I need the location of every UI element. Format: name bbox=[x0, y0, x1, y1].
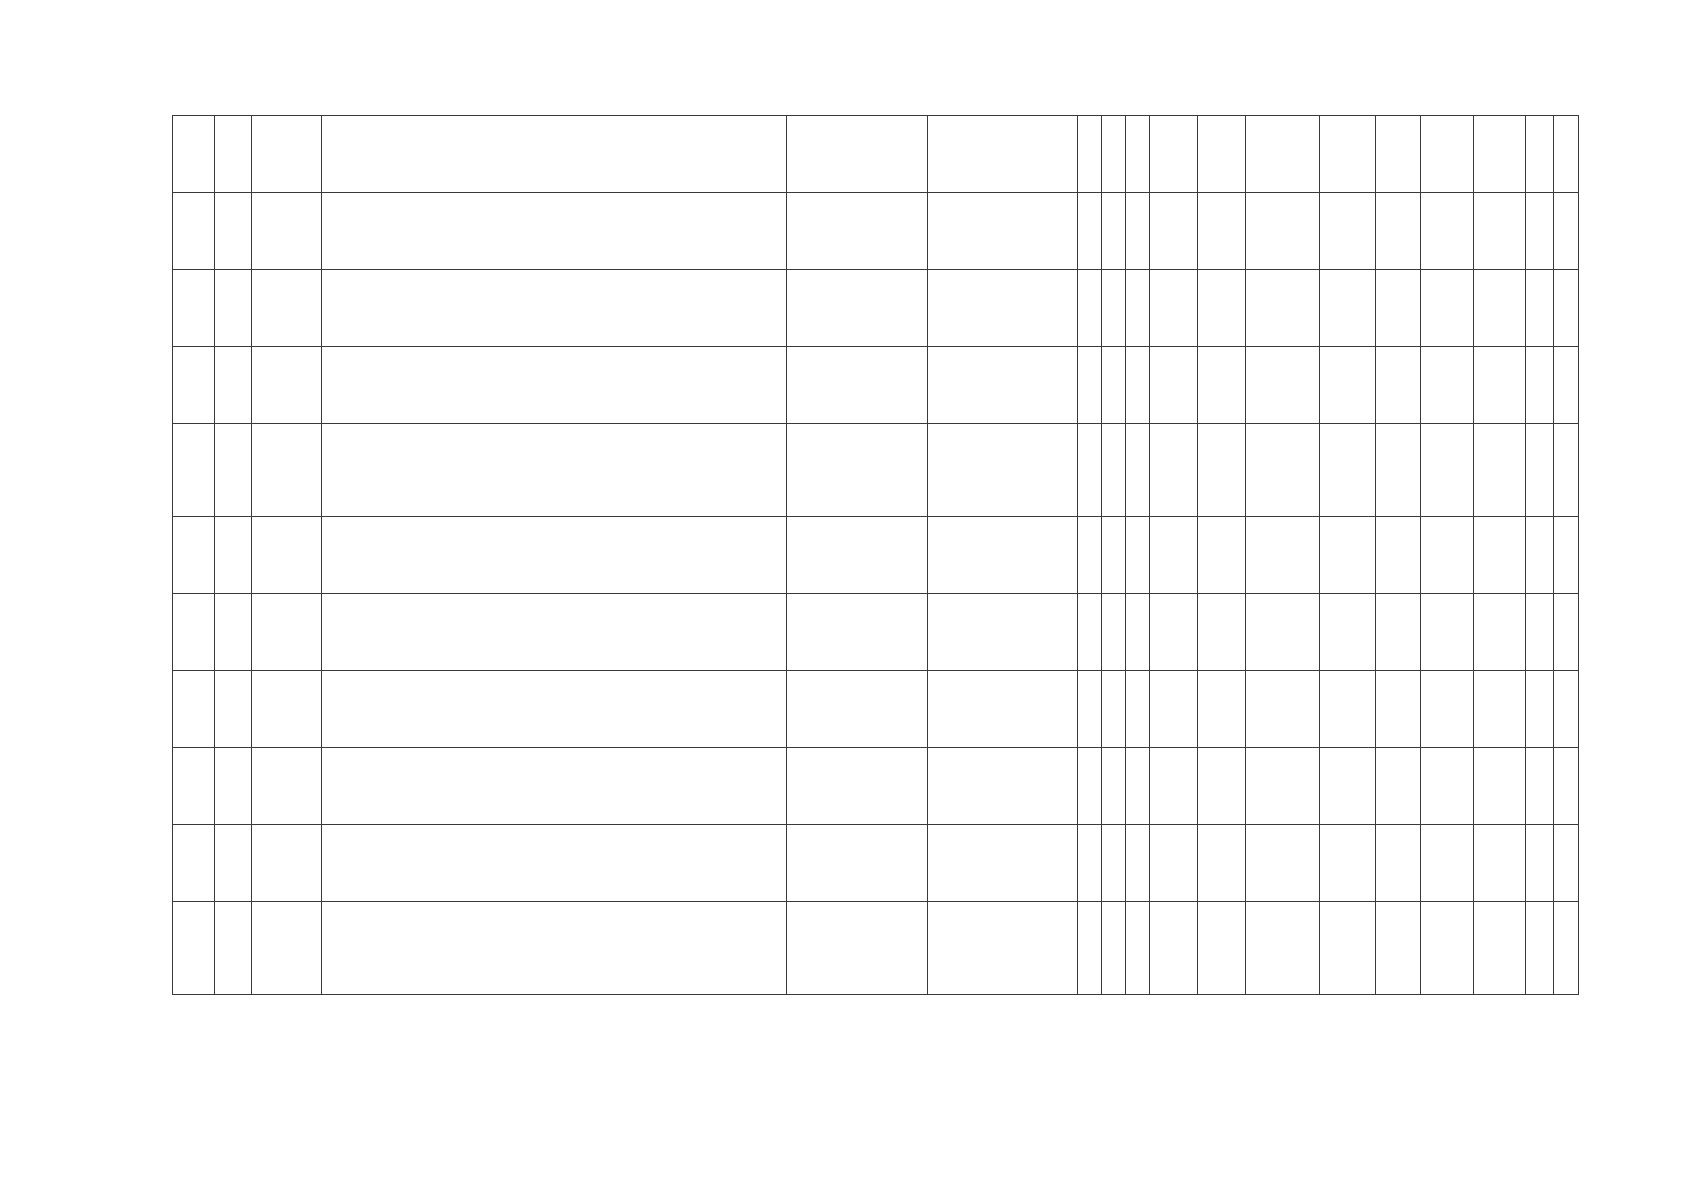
vehicle-class bbox=[1246, 825, 1320, 902]
empty-cell bbox=[1525, 671, 1553, 748]
route-name bbox=[252, 424, 322, 517]
streets-forward bbox=[787, 671, 927, 748]
stop-order bbox=[1150, 517, 1198, 594]
vehicle-count bbox=[1320, 193, 1376, 270]
streets-backward bbox=[927, 902, 1077, 995]
fare-type bbox=[1198, 116, 1246, 193]
carrier-info bbox=[1473, 424, 1525, 517]
empty-cell bbox=[1376, 594, 1420, 671]
table-row bbox=[173, 594, 1579, 671]
vehicle-count bbox=[1320, 902, 1376, 995]
streets-backward bbox=[927, 193, 1077, 270]
fare-type bbox=[1198, 270, 1246, 347]
vehicle-class bbox=[1246, 671, 1320, 748]
table-row bbox=[173, 748, 1579, 825]
length-forward bbox=[1101, 347, 1125, 424]
start-date bbox=[1420, 424, 1473, 517]
length-forward bbox=[1101, 594, 1125, 671]
route-number bbox=[215, 424, 252, 517]
route-path bbox=[322, 594, 787, 671]
vehicle-count bbox=[1320, 116, 1376, 193]
streets-backward bbox=[927, 748, 1077, 825]
empty-cell bbox=[1525, 116, 1553, 193]
length-total bbox=[1077, 748, 1101, 825]
length-total bbox=[1077, 193, 1101, 270]
fare-type bbox=[1198, 748, 1246, 825]
fare-type bbox=[1198, 671, 1246, 748]
length-forward bbox=[1101, 902, 1125, 995]
table-row bbox=[173, 671, 1579, 748]
length-total bbox=[1077, 902, 1101, 995]
table-row bbox=[173, 270, 1579, 347]
empty-cell bbox=[1376, 517, 1420, 594]
route-path bbox=[322, 193, 787, 270]
start-date bbox=[1420, 116, 1473, 193]
length-total bbox=[1077, 270, 1101, 347]
table-row bbox=[173, 517, 1579, 594]
carrier-info bbox=[1473, 347, 1525, 424]
route-number bbox=[215, 270, 252, 347]
carrier-info bbox=[1473, 671, 1525, 748]
route-path bbox=[322, 748, 787, 825]
empty-cell bbox=[1376, 347, 1420, 424]
route-name bbox=[252, 594, 322, 671]
table-row bbox=[173, 825, 1579, 902]
stop-order bbox=[1150, 347, 1198, 424]
empty-cell bbox=[1525, 193, 1553, 270]
route-number bbox=[215, 347, 252, 424]
length-forward bbox=[1101, 517, 1125, 594]
length-forward bbox=[1101, 825, 1125, 902]
length-backward bbox=[1125, 424, 1149, 517]
streets-forward bbox=[787, 594, 927, 671]
route-number bbox=[215, 193, 252, 270]
stop-order bbox=[1150, 193, 1198, 270]
length-forward bbox=[1101, 671, 1125, 748]
streets-backward bbox=[927, 347, 1077, 424]
empty-cell bbox=[1553, 270, 1578, 347]
route-number bbox=[215, 116, 252, 193]
start-date bbox=[1420, 748, 1473, 825]
streets-backward bbox=[927, 825, 1077, 902]
route-path bbox=[322, 902, 787, 995]
empty-cell bbox=[1376, 270, 1420, 347]
fare-type bbox=[1198, 347, 1246, 424]
length-total bbox=[1077, 424, 1101, 517]
start-date bbox=[1420, 594, 1473, 671]
row-number bbox=[173, 902, 215, 995]
route-number bbox=[215, 517, 252, 594]
empty-cell bbox=[1553, 424, 1578, 517]
route-path bbox=[322, 424, 787, 517]
length-backward bbox=[1125, 517, 1149, 594]
start-date bbox=[1420, 347, 1473, 424]
empty-cell bbox=[1525, 517, 1553, 594]
row-number bbox=[173, 270, 215, 347]
stop-order bbox=[1150, 424, 1198, 517]
table-row bbox=[173, 424, 1579, 517]
length-total bbox=[1077, 671, 1101, 748]
route-path bbox=[322, 517, 787, 594]
streets-forward bbox=[787, 116, 927, 193]
empty-cell bbox=[1525, 902, 1553, 995]
vehicle-class bbox=[1246, 424, 1320, 517]
empty-cell bbox=[1553, 825, 1578, 902]
route-name bbox=[252, 902, 322, 995]
route-name bbox=[252, 671, 322, 748]
length-backward bbox=[1125, 902, 1149, 995]
vehicle-class bbox=[1246, 193, 1320, 270]
length-total bbox=[1077, 116, 1101, 193]
table-row bbox=[173, 193, 1579, 270]
route-name bbox=[252, 270, 322, 347]
fare-type bbox=[1198, 825, 1246, 902]
vehicle-class bbox=[1246, 517, 1320, 594]
length-forward bbox=[1101, 424, 1125, 517]
empty-cell bbox=[1553, 347, 1578, 424]
streets-forward bbox=[787, 517, 927, 594]
streets-backward bbox=[927, 424, 1077, 517]
empty-cell bbox=[1376, 424, 1420, 517]
route-path bbox=[322, 270, 787, 347]
empty-cell bbox=[1376, 902, 1420, 995]
table-body bbox=[173, 116, 1579, 995]
streets-forward bbox=[787, 748, 927, 825]
empty-cell bbox=[1376, 825, 1420, 902]
fare-type bbox=[1198, 517, 1246, 594]
length-backward bbox=[1125, 671, 1149, 748]
carrier-info bbox=[1473, 902, 1525, 995]
table-row bbox=[173, 116, 1579, 193]
empty-cell bbox=[1525, 347, 1553, 424]
fare-type bbox=[1198, 193, 1246, 270]
start-date bbox=[1420, 902, 1473, 995]
route-name bbox=[252, 347, 322, 424]
carrier-info bbox=[1473, 116, 1525, 193]
stop-order bbox=[1150, 270, 1198, 347]
vehicle-class bbox=[1246, 594, 1320, 671]
row-number bbox=[173, 748, 215, 825]
length-forward bbox=[1101, 193, 1125, 270]
table-row bbox=[173, 902, 1579, 995]
streets-forward bbox=[787, 902, 927, 995]
length-total bbox=[1077, 347, 1101, 424]
route-name bbox=[252, 748, 322, 825]
stop-order bbox=[1150, 671, 1198, 748]
streets-backward bbox=[927, 116, 1077, 193]
start-date bbox=[1420, 193, 1473, 270]
empty-cell bbox=[1376, 748, 1420, 825]
streets-backward bbox=[927, 270, 1077, 347]
empty-cell bbox=[1525, 594, 1553, 671]
streets-forward bbox=[787, 270, 927, 347]
empty-cell bbox=[1525, 825, 1553, 902]
carrier-info bbox=[1473, 748, 1525, 825]
vehicle-class bbox=[1246, 116, 1320, 193]
row-number bbox=[173, 671, 215, 748]
vehicle-count bbox=[1320, 270, 1376, 347]
streets-forward bbox=[787, 193, 927, 270]
vehicle-count bbox=[1320, 424, 1376, 517]
row-number bbox=[173, 347, 215, 424]
length-total bbox=[1077, 825, 1101, 902]
start-date bbox=[1420, 270, 1473, 347]
empty-cell bbox=[1553, 193, 1578, 270]
empty-cell bbox=[1376, 671, 1420, 748]
vehicle-count bbox=[1320, 594, 1376, 671]
row-number bbox=[173, 193, 215, 270]
route-number bbox=[215, 748, 252, 825]
route-name bbox=[252, 517, 322, 594]
row-number bbox=[173, 424, 215, 517]
stop-order bbox=[1150, 825, 1198, 902]
streets-forward bbox=[787, 424, 927, 517]
length-backward bbox=[1125, 270, 1149, 347]
vehicle-count bbox=[1320, 825, 1376, 902]
route-number bbox=[215, 825, 252, 902]
carrier-info bbox=[1473, 270, 1525, 347]
carrier-info bbox=[1473, 594, 1525, 671]
route-number bbox=[215, 594, 252, 671]
length-backward bbox=[1125, 347, 1149, 424]
vehicle-class bbox=[1246, 902, 1320, 995]
start-date bbox=[1420, 825, 1473, 902]
vehicle-class bbox=[1246, 347, 1320, 424]
start-date bbox=[1420, 671, 1473, 748]
route-path bbox=[322, 671, 787, 748]
empty-cell bbox=[1376, 193, 1420, 270]
length-total bbox=[1077, 594, 1101, 671]
start-date bbox=[1420, 517, 1473, 594]
fare-type bbox=[1198, 902, 1246, 995]
length-backward bbox=[1125, 594, 1149, 671]
route-number bbox=[215, 671, 252, 748]
fare-type bbox=[1198, 424, 1246, 517]
vehicle-count bbox=[1320, 671, 1376, 748]
vehicle-class bbox=[1246, 270, 1320, 347]
row-number bbox=[173, 517, 215, 594]
carrier-info bbox=[1473, 517, 1525, 594]
route-name bbox=[252, 116, 322, 193]
empty-cell bbox=[1553, 748, 1578, 825]
carrier-info bbox=[1473, 825, 1525, 902]
streets-forward bbox=[787, 347, 927, 424]
stop-order bbox=[1150, 902, 1198, 995]
empty-cell bbox=[1525, 424, 1553, 517]
stop-order bbox=[1150, 116, 1198, 193]
fare-type bbox=[1198, 594, 1246, 671]
streets-backward bbox=[927, 517, 1077, 594]
stop-order bbox=[1150, 594, 1198, 671]
empty-cell bbox=[1553, 517, 1578, 594]
table-row bbox=[173, 347, 1579, 424]
stop-order bbox=[1150, 748, 1198, 825]
row-number bbox=[173, 825, 215, 902]
vehicle-class bbox=[1246, 748, 1320, 825]
row-number bbox=[173, 116, 215, 193]
empty-cell bbox=[1525, 748, 1553, 825]
length-total bbox=[1077, 517, 1101, 594]
empty-cell bbox=[1525, 270, 1553, 347]
route-path bbox=[322, 347, 787, 424]
length-forward bbox=[1101, 116, 1125, 193]
streets-backward bbox=[927, 594, 1077, 671]
length-backward bbox=[1125, 193, 1149, 270]
empty-cell bbox=[1553, 902, 1578, 995]
route-register-table bbox=[172, 115, 1579, 995]
streets-forward bbox=[787, 825, 927, 902]
carrier-info bbox=[1473, 193, 1525, 270]
route-name bbox=[252, 825, 322, 902]
vehicle-count bbox=[1320, 347, 1376, 424]
route-name bbox=[252, 193, 322, 270]
empty-cell bbox=[1376, 116, 1420, 193]
route-path bbox=[322, 825, 787, 902]
route-path bbox=[322, 116, 787, 193]
length-forward bbox=[1101, 748, 1125, 825]
vehicle-count bbox=[1320, 517, 1376, 594]
length-forward bbox=[1101, 270, 1125, 347]
row-number bbox=[173, 594, 215, 671]
empty-cell bbox=[1553, 116, 1578, 193]
length-backward bbox=[1125, 825, 1149, 902]
length-backward bbox=[1125, 748, 1149, 825]
empty-cell bbox=[1553, 671, 1578, 748]
empty-cell bbox=[1553, 594, 1578, 671]
streets-backward bbox=[927, 671, 1077, 748]
vehicle-count bbox=[1320, 748, 1376, 825]
length-backward bbox=[1125, 116, 1149, 193]
route-number bbox=[215, 902, 252, 995]
